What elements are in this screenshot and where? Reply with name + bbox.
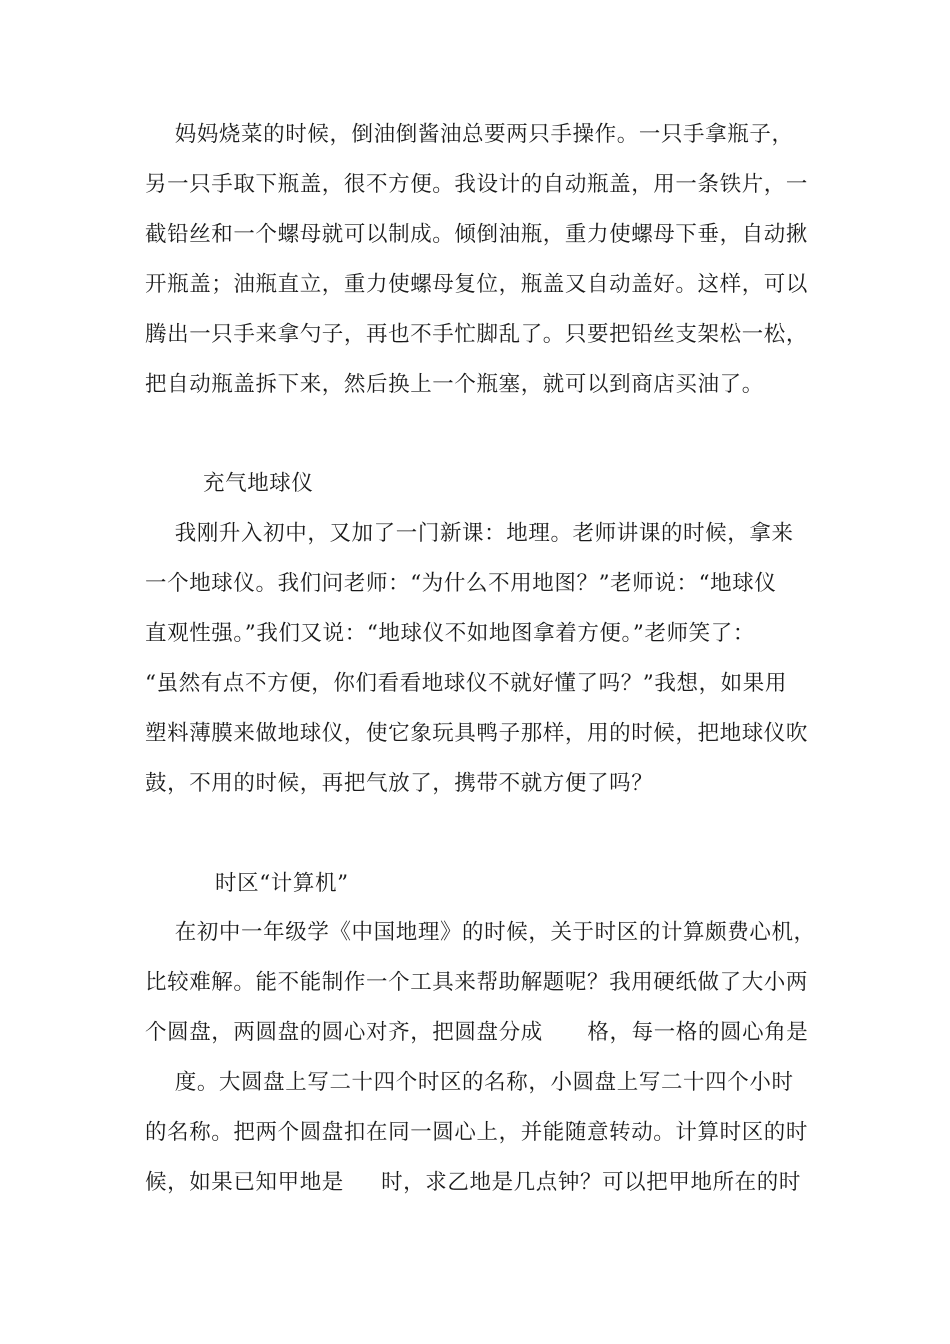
text-line: 另一只手取下瓶盖，很不方便。我设计的自动瓶盖，用一条铁片，一 xyxy=(145,172,809,197)
text-line: 一个地球仪。我们问老师：“为什么不用地图？”老师说：“地球仪 xyxy=(145,571,777,596)
text-line: 截铅丝和一个螺母就可以制成。倾倒油瓶，重力使螺母下垂，自动揪 xyxy=(145,222,809,247)
section-heading-inflatable-globe: 充气地球仪 xyxy=(203,471,314,496)
text-line: 在初中一年级学《中国地理》的时候，关于时区的计算颇费心机， xyxy=(145,920,816,945)
text-line: 候，如果已知甲地是 时，求乙地是几点钟？可以把甲地所在的时 xyxy=(145,1170,801,1195)
text-line: 比较难解。能不能制作一个工具来帮助解题呢？我用硬纸做了大小两 xyxy=(145,970,809,995)
text-line: 直观性强。”我们又说：“地球仪不如地图拿着方便。”老师笑了： xyxy=(145,621,755,646)
text-line: 妈妈烧菜的时候，倒油倒酱油总要两只手操作。一只手拿瓶子， xyxy=(145,122,794,147)
text-line: 度。大圆盘上写二十四个时区的名称，小圆盘上写二十四个小时 xyxy=(145,1070,794,1095)
text-line: 我刚升入初中，又加了一门新课：地理。老师讲课的时候，拿来 xyxy=(145,521,794,546)
text-line: 鼓，不用的时候，再把气放了，携带不就方便了吗？ xyxy=(145,771,654,796)
text-line: “虽然有点不方便，你们看看地球仪不就好懂了吗？”我想，如果用 xyxy=(145,671,787,696)
text-line: 开瓶盖；油瓶直立，重力使螺母复位，瓶盖又自动盖好。这样，可以 xyxy=(145,272,809,297)
text-line: 的名称。把两个圆盘扣在同一圆心上，并能随意转动。计算时区的时 xyxy=(145,1120,809,1145)
section-heading-time-zone-calculator: 时区“计算机” xyxy=(215,871,349,896)
text-line: 个圆盘，两圆盘的圆心对齐，把圆盘分成 格，每一格的圆心角是 xyxy=(145,1020,809,1045)
text-line: 把自动瓶盖拆下来，然后换上一个瓶塞，就可以到商店买油了。 xyxy=(145,372,764,397)
text-line: 塑料薄膜来做地球仪，使它象玩具鸭子那样，用的时候，把地球仪吹 xyxy=(145,721,809,746)
text-line: 腾出一只手来拿勺子，再也不手忙脚乱了。只要把铅丝支架松一松， xyxy=(145,322,809,347)
